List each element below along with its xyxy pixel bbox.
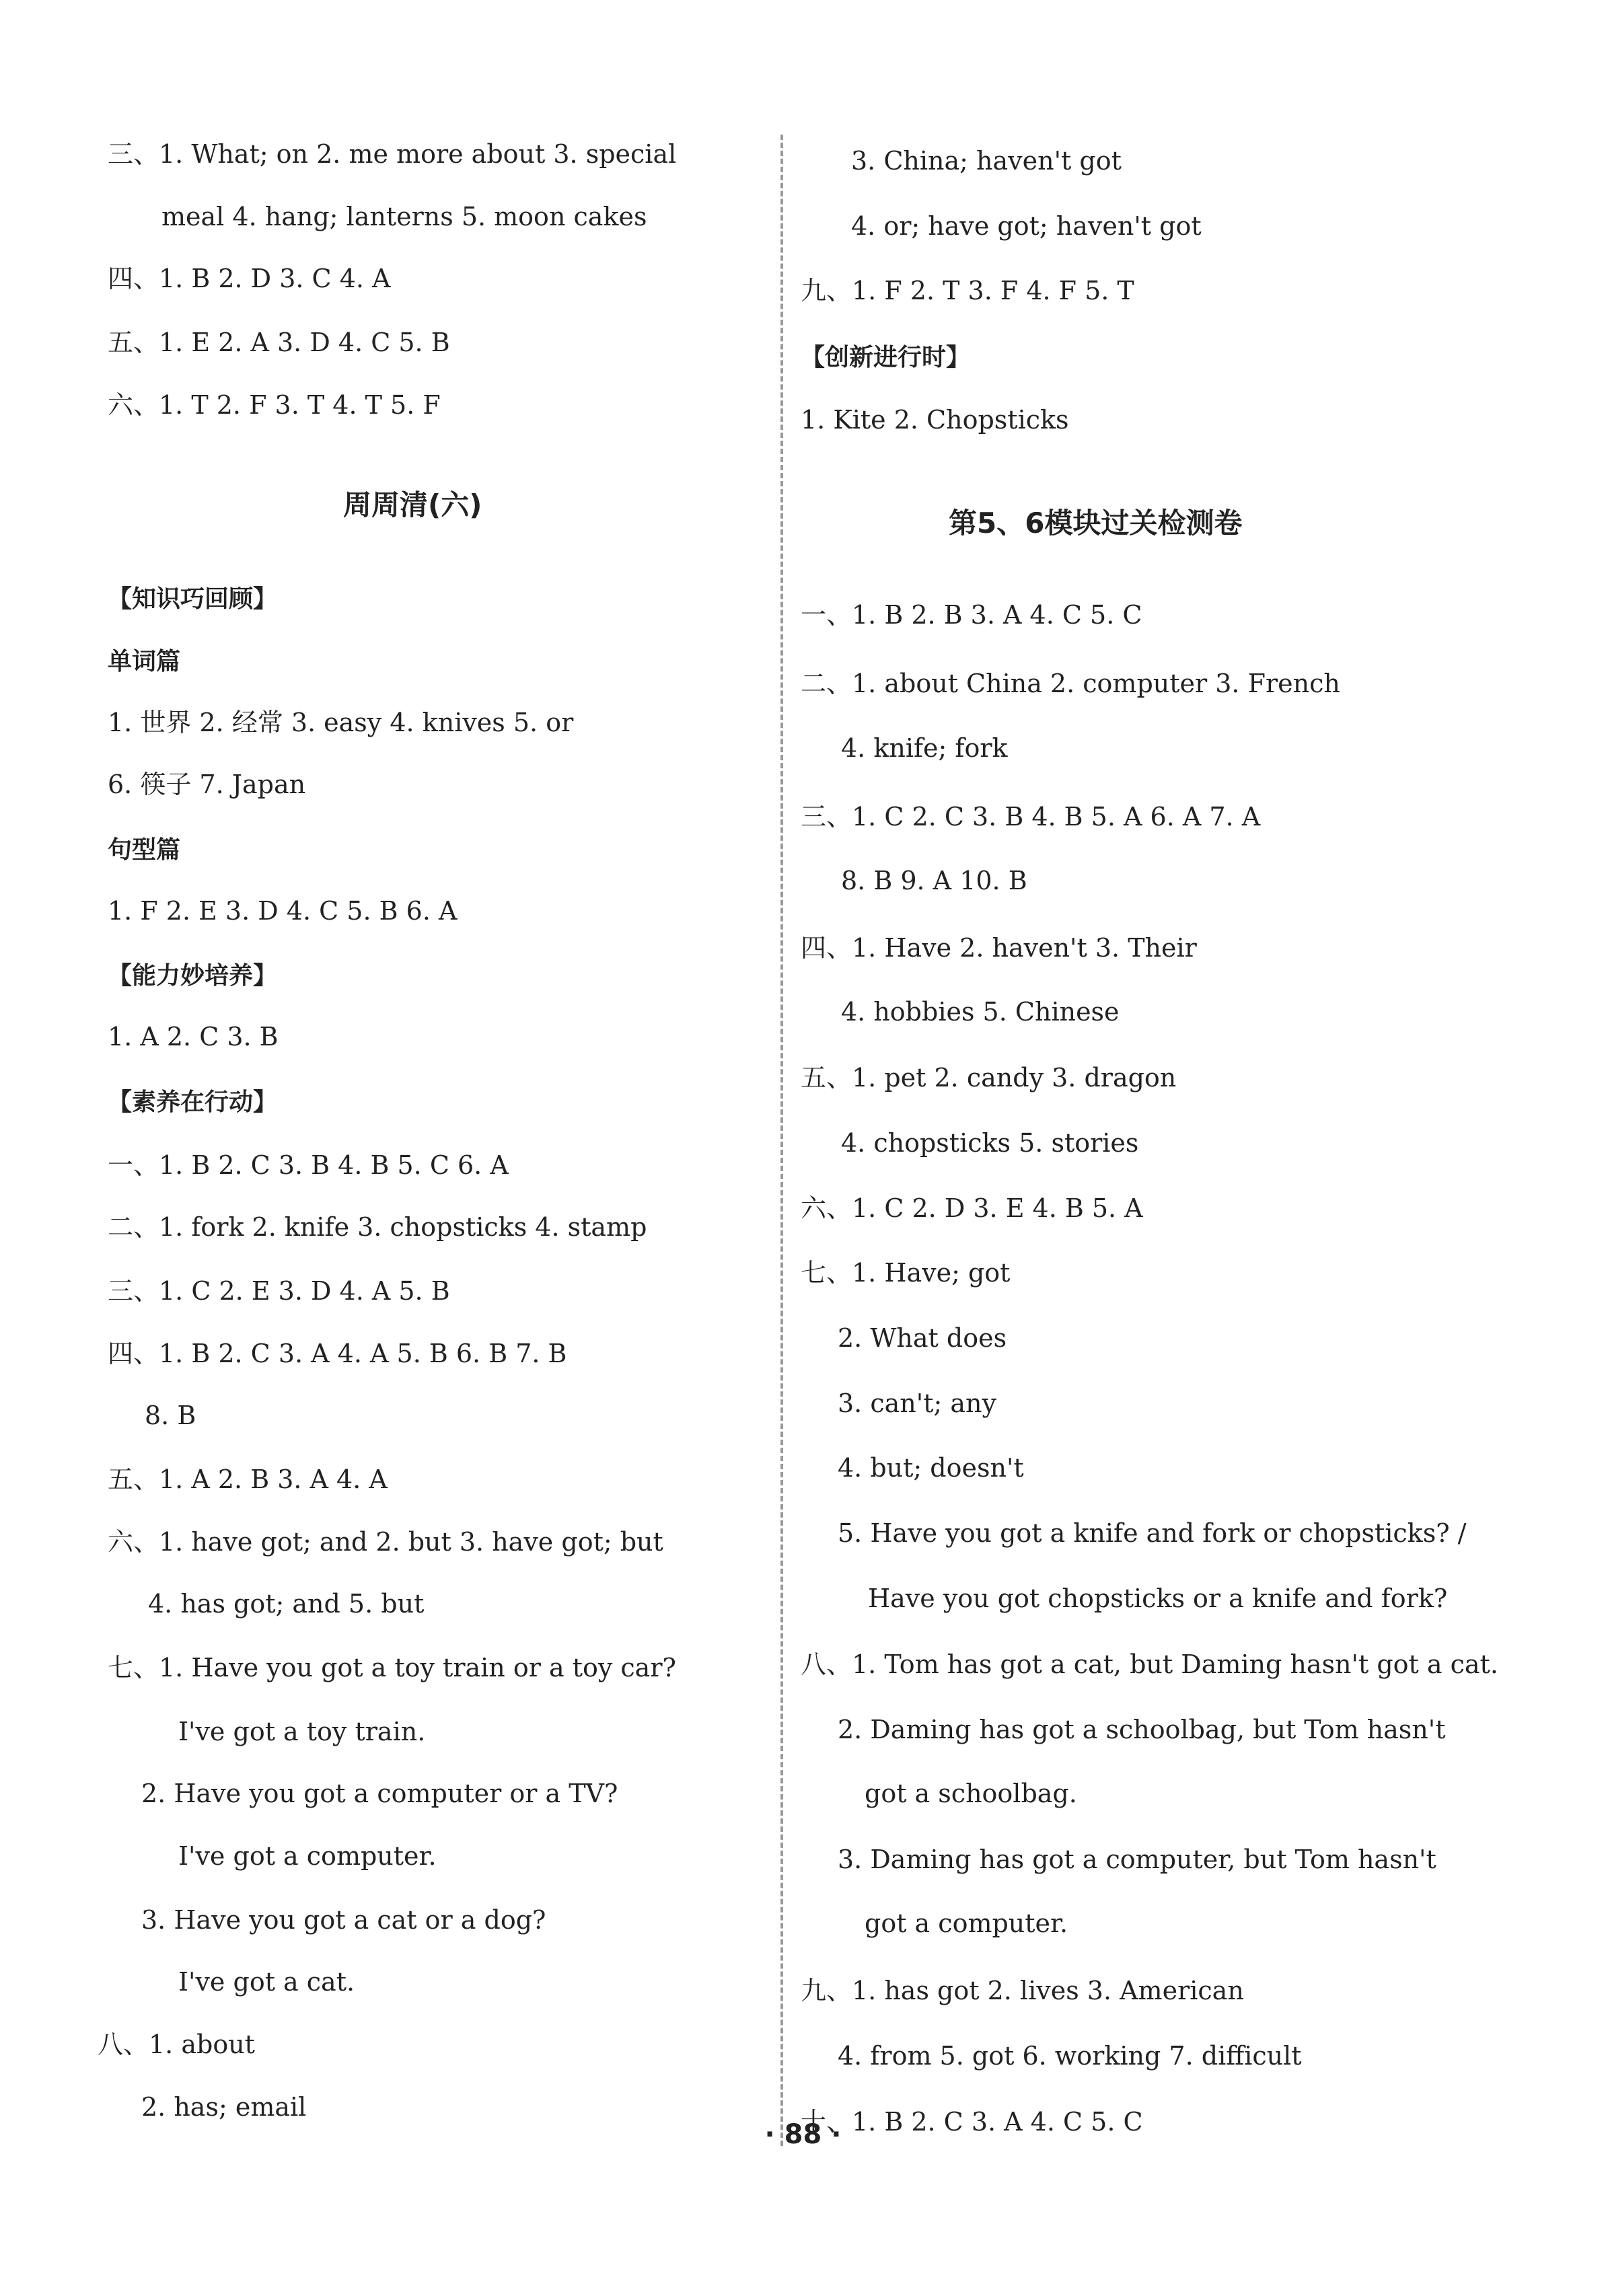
answer-line: 四、1. Have 2. haven't 3. Their — [801, 933, 1197, 963]
section-tag: 【创新进行时】 — [801, 344, 971, 371]
answer-line: 十、1. B 2. C 3. A 4. C 5. C — [801, 2107, 1143, 2137]
section-title: 第5、6模块过关检测卷 — [949, 507, 1243, 540]
section-tag: 【知识巧回顾】 — [108, 585, 278, 613]
answer-line: 五、1. pet 2. candy 3. dragon — [801, 1063, 1177, 1093]
section-title: 周周清(六) — [343, 488, 482, 521]
answer-line: 4. from 5. got 6. working 7. difficult — [838, 2041, 1302, 2071]
answer-line: 七、1. Have you got a toy train or a toy car? — [108, 1653, 676, 1682]
subsection-label: 句型篇 — [108, 836, 181, 864]
answer-line: 二、1. fork 2. knife 3. chopsticks 4. stamp — [108, 1212, 647, 1242]
column-divider — [780, 135, 783, 2146]
answer-line: 4. or; have got; haven't got — [851, 211, 1202, 241]
answer-line: 五、1. E 2. A 3. D 4. C 5. B — [108, 328, 450, 357]
answer-line: 3. Daming has got a computer, but Tom hasn't — [838, 1845, 1436, 1874]
answer-line: 八、1. Tom has got a cat, but Daming hasn't got a cat. — [801, 1650, 1498, 1679]
answer-line: 8. B — [145, 1401, 196, 1430]
answer-line: 八、1. about — [98, 2030, 255, 2059]
answer-line: 4. knife; fork — [841, 733, 1008, 763]
answer-line: 3. can't; any — [838, 1388, 996, 1418]
answer-line: I've got a toy train. — [178, 1717, 426, 1746]
answer-line: 六、1. C 2. D 3. E 4. B 5. A — [801, 1193, 1143, 1223]
answer-line: 4. hobbies 5. Chinese — [841, 997, 1120, 1027]
answer-line: 4. has got; and 5. but — [148, 1589, 425, 1619]
answer-line: 四、1. B 2. C 3. A 4. A 5. B 6. B 7. B — [108, 1339, 567, 1368]
answer-line: 6. 筷子 7. Japan — [108, 770, 306, 799]
answer-line: 1. A 2. C 3. B — [108, 1022, 279, 1051]
answer-line: 4. chopsticks 5. stories — [841, 1128, 1139, 1158]
answer-line: 4. but; doesn't — [838, 1453, 1024, 1483]
answer-line: 2. What does — [838, 1323, 1007, 1353]
answer-line: 九、1. has got 2. lives 3. American — [801, 1976, 1244, 2005]
answer-line: got a computer. — [865, 1909, 1068, 1938]
answer-line: 六、1. T 2. F 3. T 4. T 5. F — [108, 390, 441, 420]
answer-line: 5. Have you got a knife and fork or chopsticks? / — [838, 1518, 1467, 1548]
answer-line: 1. Kite 2. Chopsticks — [801, 405, 1069, 435]
answer-line: I've got a cat. — [178, 1967, 355, 1997]
section-tag: 【素养在行动】 — [108, 1088, 278, 1116]
answer-line: 一、1. B 2. C 3. B 4. B 5. C 6. A — [108, 1150, 509, 1180]
answer-line: 七、1. Have; got — [801, 1258, 1011, 1288]
answer-line: 2. Daming has got a schoolbag, but Tom hasn't — [838, 1715, 1446, 1744]
answer-line: 8. B 9. A 10. B — [841, 866, 1027, 895]
answer-line: 1. 世界 2. 经常 3. easy 4. knives 5. or — [108, 708, 574, 737]
answer-line: 五、1. A 2. B 3. A 4. A — [108, 1465, 388, 1494]
answer-line: I've got a computer. — [178, 1841, 437, 1871]
answer-line: 1. F 2. E 3. D 4. C 5. B 6. A — [108, 896, 458, 926]
answer-line: 2. has; email — [141, 2092, 307, 2122]
answer-line: 二、1. about China 2. computer 3. French — [801, 669, 1340, 698]
answer-line: 一、1. B 2. B 3. A 4. C 5. C — [801, 600, 1142, 630]
answer-line: 三、1. What; on 2. me more about 3. special — [108, 139, 677, 169]
answer-line: 2. Have you got a computer or a TV? — [141, 1779, 618, 1808]
answer-line: Have you got chopsticks or a knife and fork? — [868, 1584, 1448, 1613]
answer-line: got a schoolbag. — [865, 1779, 1077, 1808]
answer-line: 四、1. B 2. D 3. C 4. A — [108, 264, 391, 293]
answer-line: 3. China; haven't got — [851, 146, 1122, 176]
page-number: · 88 · — [764, 2119, 842, 2150]
subsection-label: 单词篇 — [108, 648, 181, 675]
answer-line: 三、1. C 2. C 3. B 4. B 5. A 6. A 7. A — [801, 802, 1261, 831]
answer-line: 九、1. F 2. T 3. F 4. F 5. T — [801, 276, 1134, 305]
answer-line: meal 4. hang; lanterns 5. moon cakes — [161, 202, 647, 231]
answer-line: 六、1. have got; and 2. but 3. have got; but — [108, 1527, 663, 1557]
answer-line: 3. Have you got a cat or a dog? — [141, 1905, 546, 1935]
answer-line: 三、1. C 2. E 3. D 4. A 5. B — [108, 1276, 450, 1306]
section-tag: 【能力妙培养】 — [108, 962, 278, 990]
